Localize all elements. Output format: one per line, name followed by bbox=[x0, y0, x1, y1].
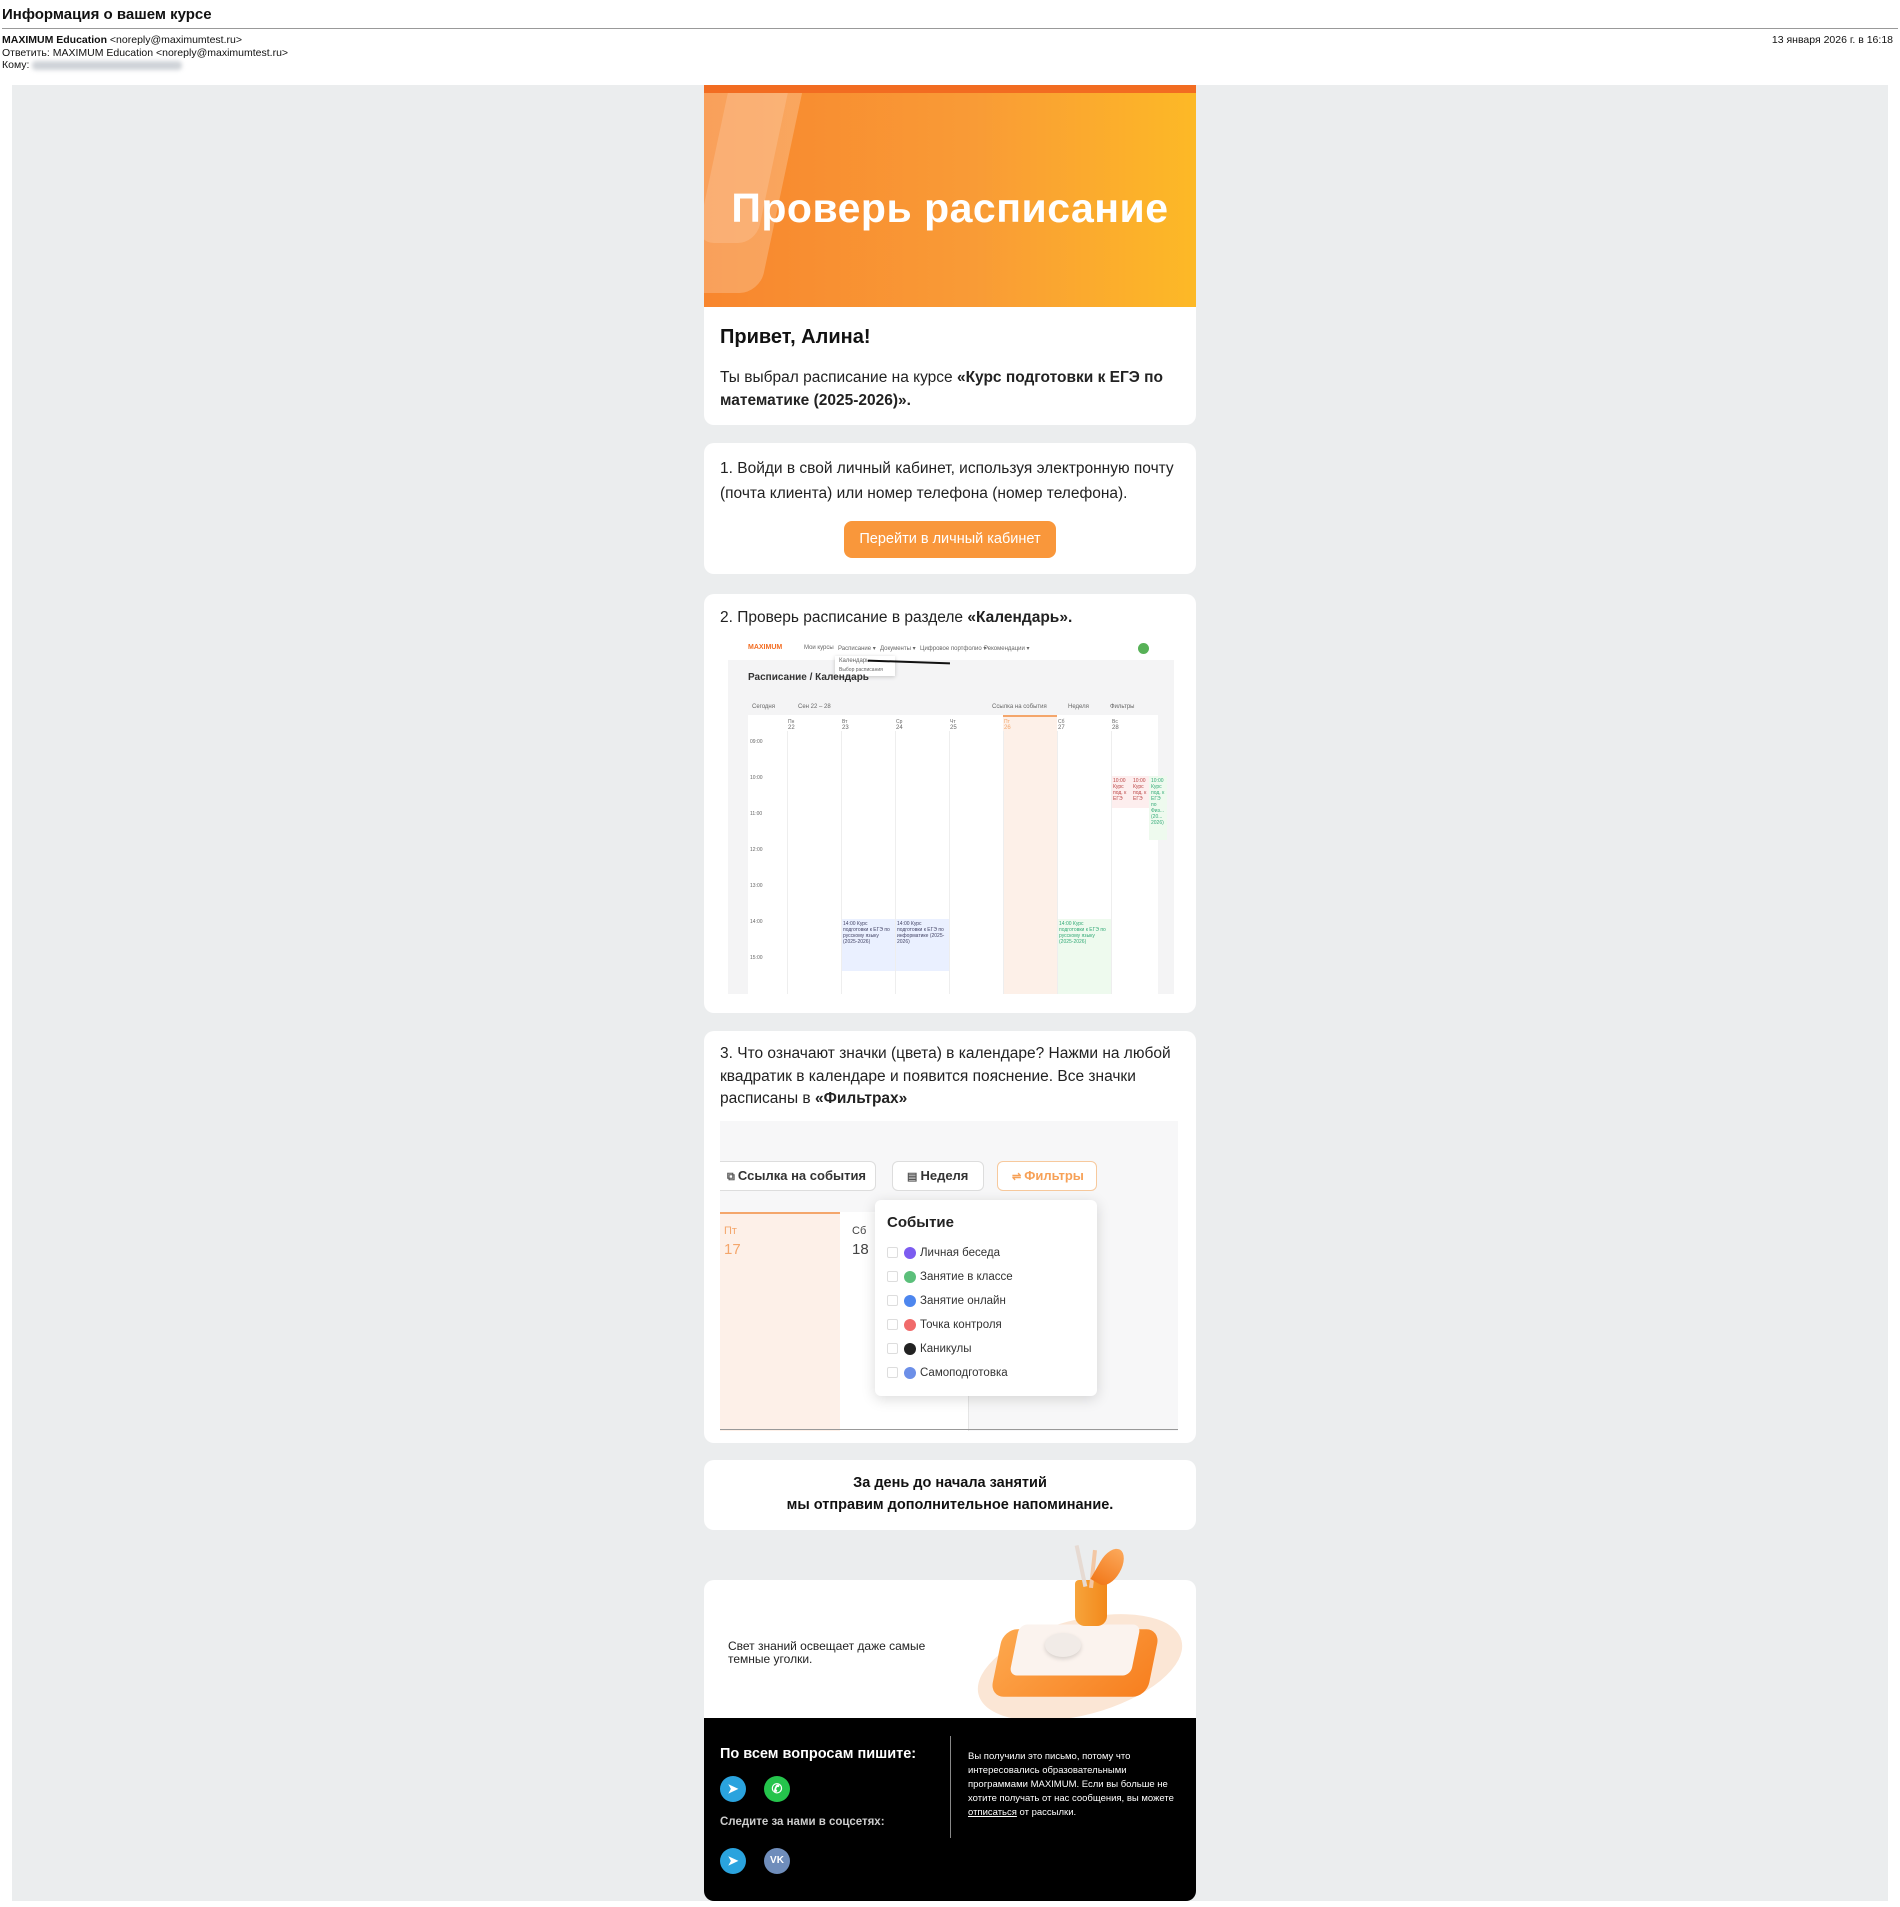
reminder-line2: мы отправим дополнительное напоминание. bbox=[786, 1497, 1114, 1513]
filters-section: «Фильтрах» bbox=[814, 1090, 908, 1107]
recipient-blurred bbox=[32, 61, 182, 70]
email-header bbox=[0, 0, 1900, 85]
disclaimer bbox=[968, 1750, 1174, 1820]
week-view: Неделя bbox=[1068, 704, 1089, 710]
stationery-illustration bbox=[955, 1545, 1195, 1715]
time-label: 11:00 bbox=[750, 811, 763, 817]
disclaimer-suffix: от рассылки. bbox=[1016, 1807, 1077, 1818]
dropdown-title: Событие bbox=[887, 1214, 954, 1231]
filters-dropdown bbox=[875, 1200, 1097, 1396]
filters-button bbox=[997, 1161, 1097, 1191]
nav-item: Цифровое портфолио ▾ bbox=[920, 646, 987, 652]
day-dow: Вс bbox=[1112, 719, 1118, 725]
time-label: 12:00 bbox=[750, 847, 763, 853]
time-label: 15:00 bbox=[750, 955, 763, 961]
time-label: 14:00 bbox=[750, 919, 763, 925]
reply-to: Ответить: MAXIMUM Education <noreply@maximumtest.ru> bbox=[2, 46, 289, 59]
step3-card bbox=[704, 1031, 1196, 1443]
step2-text bbox=[720, 606, 1072, 629]
filters-screenshot bbox=[720, 1121, 1178, 1431]
filter-label: Личная беседа bbox=[920, 1247, 1000, 1259]
checkbox[interactable] bbox=[887, 1271, 898, 1282]
day-number: 23 bbox=[842, 725, 849, 731]
grid-line bbox=[1057, 731, 1058, 994]
greeting-title: Привет, Алина! bbox=[720, 326, 871, 348]
bottom-line bbox=[720, 1429, 1178, 1430]
banner-title: Проверь расписание bbox=[731, 185, 1169, 231]
gamepad-icon bbox=[904, 1343, 916, 1355]
step2-prefix: 2. Проверь расписание в разделе bbox=[720, 609, 968, 626]
contact-title: По всем вопросам пишите: bbox=[720, 1746, 917, 1762]
step2-card bbox=[704, 594, 1196, 1013]
filter-label: Каникулы bbox=[920, 1343, 972, 1355]
filters: Фильтры bbox=[1110, 704, 1135, 710]
time-label: 10:00 bbox=[750, 775, 763, 781]
book-icon bbox=[904, 1367, 916, 1379]
calendar-grid bbox=[748, 715, 1165, 994]
day-dow: Пт bbox=[724, 1225, 737, 1237]
day-dow: Сб bbox=[1058, 719, 1065, 725]
sliders-icon: ⇌ bbox=[1012, 1171, 1025, 1183]
course-name: «Курс подготовки к ЕГЭ по математике (2025-2026)». bbox=[720, 369, 1163, 409]
day-number: 22 bbox=[788, 725, 795, 731]
greeting-card bbox=[704, 307, 1196, 425]
day-number: 17 bbox=[724, 1241, 741, 1258]
filter-item-online[interactable] bbox=[887, 1293, 1006, 1309]
calendar-event: 10:00 Курс под. к ЕГЭ bbox=[1113, 778, 1127, 802]
step3-prefix: 3. Что означают значки (цвета) в календаре? Нажми на любой квадратик в календаре и появится пояснение. Все значки расписаны в bbox=[720, 1045, 1171, 1107]
filter-item-selfstudy[interactable] bbox=[887, 1365, 1008, 1381]
vk-icon[interactable]: VK bbox=[764, 1848, 790, 1874]
dropdown-item-schedule: Выбор расписания bbox=[839, 667, 883, 673]
to-label: Кому: bbox=[2, 59, 30, 71]
chat-icon bbox=[904, 1247, 916, 1259]
link-events-button bbox=[720, 1161, 876, 1191]
reminder-card bbox=[704, 1460, 1196, 1530]
avatar bbox=[1138, 643, 1149, 654]
step1-text: 1. Войди в свой личный кабинет, используя электронную почту (почта клиента) или номер телефона (номер телефона). bbox=[720, 460, 1174, 502]
dropdown-item-calendar: Календарь bbox=[839, 658, 870, 664]
checkbox[interactable] bbox=[887, 1247, 898, 1258]
sender-address[interactable]: <noreply@maximumtest.ru> bbox=[109, 34, 242, 46]
calendar-event: 14:00 Курс подготовки к ЕГЭ по информатике (2025-2026) bbox=[897, 921, 945, 945]
grid-line bbox=[1003, 731, 1004, 994]
checkbox[interactable] bbox=[887, 1295, 898, 1306]
day-dow: Пн bbox=[788, 719, 795, 725]
checkbox[interactable] bbox=[887, 1343, 898, 1354]
filters-label: Фильтры bbox=[1024, 1168, 1084, 1183]
time-label: 13:00 bbox=[750, 883, 763, 889]
calendar-event: 14:00 Курс подготовки к ЕГЭ по русскому языку (2025-2026) bbox=[1059, 921, 1106, 945]
today-button: Сегодня bbox=[752, 704, 775, 710]
grid-line bbox=[787, 731, 788, 994]
time-label: 09:00 bbox=[750, 739, 763, 745]
grid-line bbox=[895, 731, 896, 994]
checkbox[interactable] bbox=[887, 1319, 898, 1330]
filter-item-holidays[interactable] bbox=[887, 1341, 972, 1357]
day-number: 26 bbox=[1004, 725, 1011, 731]
email-date: 13 января 2026 г. в 16:18 bbox=[1771, 34, 1893, 46]
filter-label: Занятие онлайн bbox=[920, 1295, 1006, 1307]
flag-icon bbox=[904, 1319, 916, 1331]
calendar-event: 14:00 Курс подготовки к ЕГЭ по русскому языку (2025-2026) bbox=[843, 921, 890, 945]
filter-label: Самоподготовка bbox=[920, 1367, 1008, 1379]
email-subject: Информация о вашем курсе bbox=[2, 6, 212, 23]
day-number: 27 bbox=[1058, 725, 1065, 731]
reminder-line1: За день до начала занятий bbox=[853, 1475, 1047, 1491]
video-icon bbox=[904, 1295, 916, 1307]
footer-divider bbox=[950, 1736, 951, 1838]
location-icon bbox=[904, 1271, 916, 1283]
day-number: 18 bbox=[852, 1241, 869, 1258]
unsubscribe-link[interactable]: отписаться bbox=[968, 1807, 1017, 1818]
week-label: Неделя bbox=[920, 1168, 969, 1183]
quote-text: Свет знаний освещает даже самые темные уголки. bbox=[728, 1639, 926, 1666]
nav-item: Расписание ▾ bbox=[838, 646, 876, 652]
screenshot-navbar bbox=[728, 638, 1174, 660]
day-dow: Вт bbox=[842, 719, 848, 725]
day-dow: Сб bbox=[852, 1225, 867, 1237]
disclaimer-text: Вы получили это письмо, потому что интересовались образовательными программами MAXIMUM. Если вы больше не хотите получать от нас сообщения, вы можете bbox=[968, 1751, 1174, 1804]
today-column bbox=[1003, 715, 1057, 994]
link-events: Ссылка на события bbox=[992, 704, 1047, 710]
hero-banner bbox=[704, 85, 1196, 307]
telegram-icon[interactable]: ➤ bbox=[720, 1776, 746, 1802]
day-number: 25 bbox=[950, 725, 957, 731]
checkbox[interactable] bbox=[887, 1367, 898, 1378]
link-events-label: Ссылка на события bbox=[737, 1168, 867, 1183]
day-dow: Пт bbox=[1004, 719, 1010, 725]
day-dow: Ср bbox=[896, 719, 903, 725]
day-number: 28 bbox=[1112, 725, 1119, 731]
day-dow: Чт bbox=[950, 719, 956, 725]
filter-item-personal[interactable] bbox=[887, 1245, 1000, 1261]
week-button bbox=[892, 1161, 984, 1191]
filter-item-checkpoint[interactable] bbox=[887, 1317, 1002, 1333]
calendar-event: 10:00 Курс под. к ЕГЭ bbox=[1133, 778, 1147, 802]
grid-line bbox=[949, 731, 950, 994]
email-meta bbox=[2, 34, 288, 72]
step3-text bbox=[720, 1043, 1182, 1111]
step1-card bbox=[704, 443, 1196, 574]
nav-item: Мои курсы bbox=[804, 645, 834, 651]
link-icon: ⧉ bbox=[727, 1171, 738, 1183]
filter-item-class[interactable] bbox=[887, 1269, 1013, 1285]
filter-label: Точка контроля bbox=[920, 1319, 1002, 1331]
whatsapp-icon[interactable]: ✆ bbox=[764, 1776, 790, 1802]
follow-title: Следите за нами в соцсетях: bbox=[720, 1816, 885, 1828]
illustration-stone bbox=[1045, 1633, 1081, 1657]
greeting-prefix: Ты выбрал расписание на курсе bbox=[720, 369, 957, 386]
grid-line bbox=[841, 731, 842, 994]
sender-name[interactable]: MAXIMUM Education bbox=[2, 34, 107, 46]
nav-item: Документы ▾ bbox=[880, 646, 916, 652]
telegram-icon[interactable]: ➤ bbox=[720, 1848, 746, 1874]
header-divider bbox=[2, 28, 1898, 29]
week-range: Сен 22 – 28 bbox=[798, 704, 831, 710]
day-number: 24 bbox=[896, 725, 903, 731]
filter-label: Занятие в классе bbox=[920, 1271, 1013, 1283]
cabinet-button[interactable]: Перейти в личный кабинет bbox=[844, 521, 1056, 558]
calendar-screenshot bbox=[728, 638, 1174, 994]
calendar-event: 10:00 Курс под. к ЕГЭ по Физ... (20... 2026) bbox=[1151, 778, 1165, 826]
email-footer bbox=[704, 1718, 1196, 1901]
calendar-section: «Календарь». bbox=[967, 609, 1073, 626]
calendar-icon: ▤ bbox=[907, 1171, 921, 1183]
grid-line bbox=[1111, 731, 1112, 994]
screenshot-title: Расписание / Календарь bbox=[748, 672, 869, 683]
nav-item: Рекомендации ▾ bbox=[984, 646, 1030, 652]
greeting-text bbox=[720, 366, 1170, 412]
screenshot-logo: MAXIMUM bbox=[748, 644, 783, 651]
